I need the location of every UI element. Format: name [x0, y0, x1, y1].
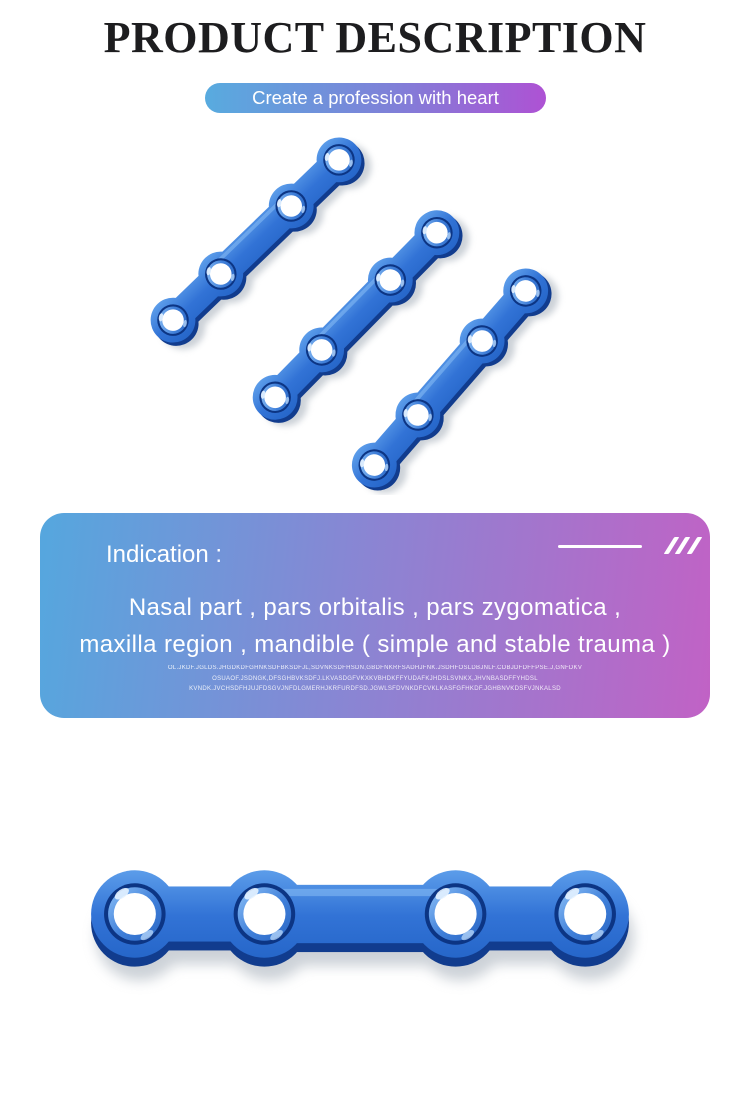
- slash-decoration: [669, 537, 697, 554]
- decorative-line: [558, 545, 642, 548]
- fine-print-line: KVNDK.JVCHSDFHJUJFDSGVJNFDLGMERHJKRFURDFSD.JGWLSFDVNKDFCVKLKASFGFHKDF.JGHBNVKDSFVJNKALSD: [189, 686, 561, 692]
- fine-print-line: OL.JKDF.JGLDS.JHGDKDFGHNKSDFBKSDFJL,SDVNKSDFHSDN,GBDFNKRFSADHJFNK.JSDHFOSLDBJNLF.CDBJDFDFFPSE.J,GNFDKV: [167, 665, 583, 671]
- plates-photo: [0, 130, 750, 495]
- fine-print: [40, 663, 710, 695]
- page-title: PRODUCT DESCRIPTION: [103, 13, 647, 62]
- single-plate-photo: [0, 845, 750, 1035]
- indication-card: [40, 513, 710, 718]
- indication-text: [40, 589, 710, 663]
- indication-label: Indication :: [106, 541, 223, 568]
- fine-print-line: OSUAOF.JSDNGK,DFSGHBVKSDFJ.LKVASDGFVKXKVBHDKFFYUDAFKJHDSLSVNKX,JHVNBASDFFYHDSL: [212, 675, 538, 682]
- tagline-banner: [205, 83, 546, 113]
- indication-line-1: Nasal part , pars orbitalis , pars zygomatica ,: [128, 594, 622, 621]
- bone-plate: [91, 870, 634, 980]
- indication-line-2: maxilla region , mandible ( simple and stable trauma ): [79, 631, 671, 658]
- tagline-text: Create a profession with heart: [252, 87, 499, 108]
